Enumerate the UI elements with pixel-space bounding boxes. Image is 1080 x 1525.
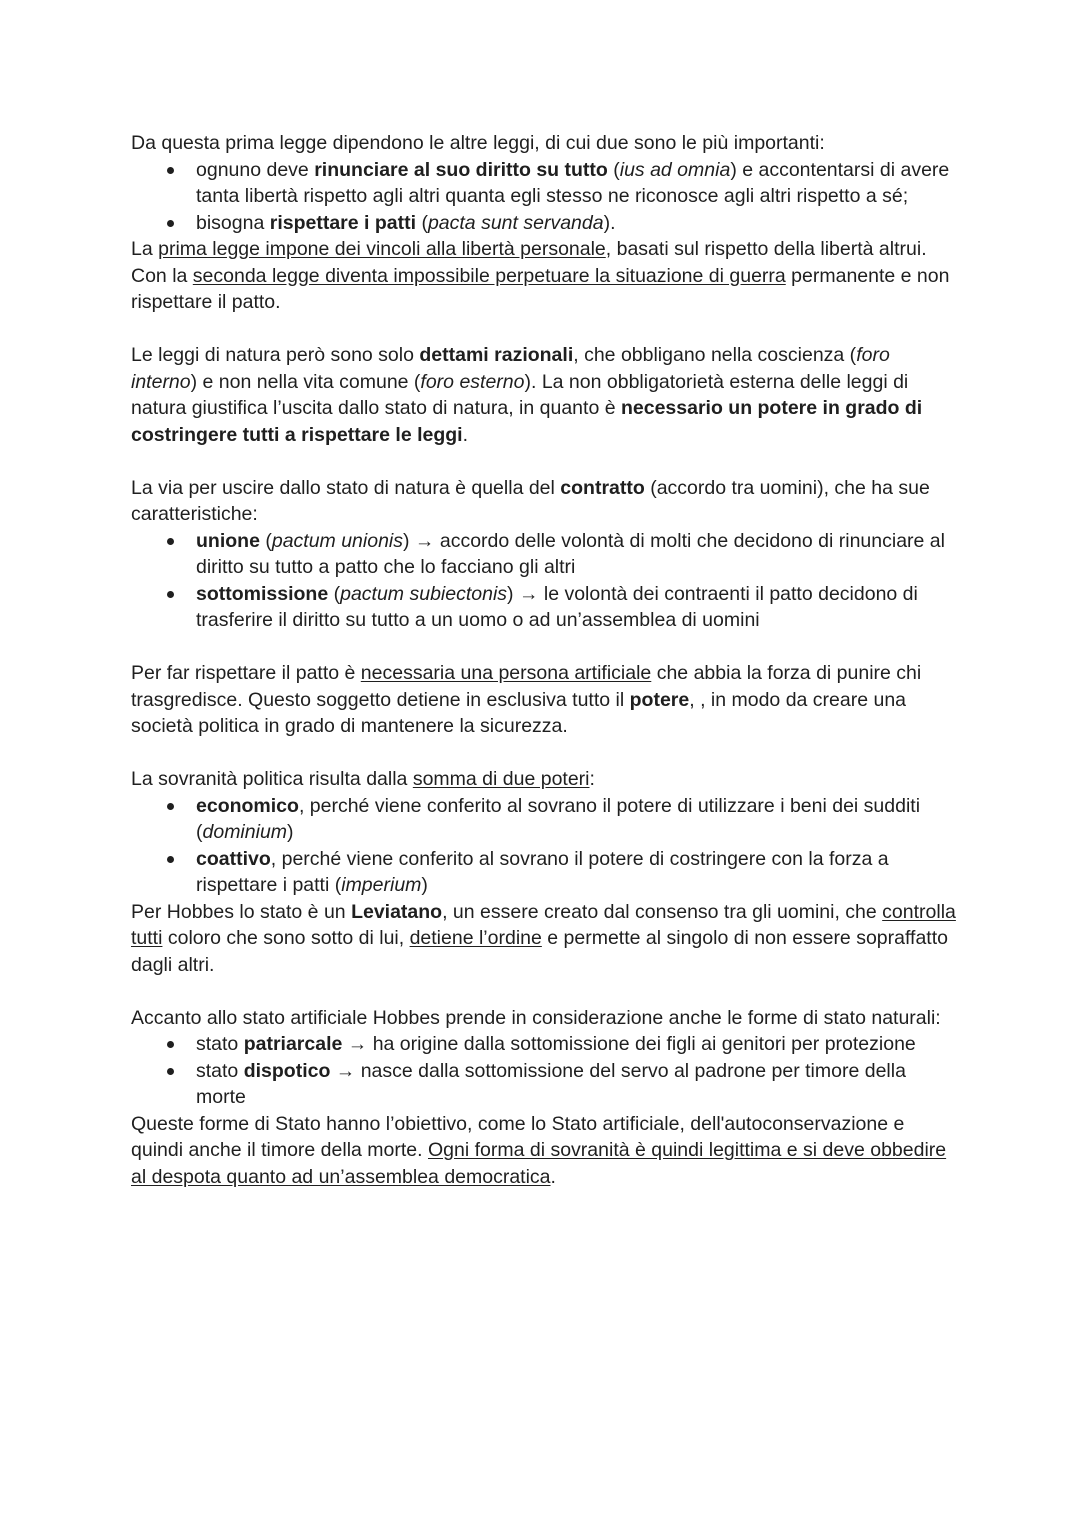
text-run: ) → accordo delle volontà di molti che decidono di rinunciare al diritto su tutto a patto che lo facciano gli altri — [196, 529, 945, 578]
paragraph-artificial-person — [131, 660, 961, 740]
list-item — [131, 1058, 961, 1111]
text-run: dettami razionali — [419, 344, 574, 366]
text-run: ) → le volontà dei contraenti il patto decidono di trasferire il diritto su tutto a un uomo o ad un’assemblea di uomini — [196, 582, 918, 631]
text-run: ) — [287, 821, 294, 843]
text-run: La via per uscire dallo stato di natura è quella del — [131, 476, 561, 499]
bullet-list-contract — [131, 528, 961, 634]
text-run: → nasce dalla sottomissione del servo al padrone per timore della morte — [196, 1059, 906, 1108]
paragraph-intro-laws — [131, 130, 961, 157]
text-run: , , in modo da creare una società politica in grado di mantenere la sicurezza. — [131, 688, 907, 737]
text-run: → ha origine dalla sottomissione dei figli ai genitori per protezione — [342, 1033, 916, 1055]
text-run: foro interno — [131, 344, 890, 393]
text-run: ognuno deve — [196, 158, 315, 181]
text-run: . — [550, 1165, 556, 1188]
text-run: Queste forme di Stato hanno l’obiettivo, come lo Stato artificiale, dell'autoconservazione e quindi anche il timore della morte. — [131, 1112, 905, 1161]
text-run: Ogni forma di sovranità è quindi legittima e si deve obbedire al despota quanto ad un’assemblea democratica — [131, 1139, 947, 1188]
text-run: contratto — [560, 476, 645, 499]
text-run: prima legge impone dei vincoli alla libertà personale — [158, 238, 606, 260]
text-run: , un essere creato dal consenso tra gli uomini, che — [442, 900, 883, 923]
text-run: , perché viene conferito al sovrano il potere di costringere con la forza a rispettare i patti ( — [196, 847, 889, 896]
text-run: Leviatano — [351, 900, 443, 923]
text-run: ( — [259, 529, 272, 552]
text-run: controlla tutti — [131, 900, 956, 949]
text-run: ). — [603, 211, 616, 234]
text-run: pacta sunt servanda — [427, 211, 604, 234]
text-run: ius ad omnia — [619, 158, 731, 181]
text-run: e permette al singolo di non essere sopraffatto dagli altri. — [131, 927, 948, 976]
text-run: necessaria una persona artificiale — [360, 662, 652, 684]
text-run: ). La non obbligatorietà esterna delle leggi di natura giustifica l’uscita dallo stato di natura, in quanto è — [131, 370, 909, 419]
text-run: imperium — [341, 874, 422, 896]
list-item — [131, 528, 961, 581]
text-run: La sovranità politica risulta dalla — [131, 768, 413, 790]
paragraph-natural-laws — [131, 342, 961, 448]
paragraph-second-law — [131, 263, 961, 316]
text-run: Le leggi di natura però sono solo — [131, 344, 420, 366]
paragraph-leviathan — [131, 899, 961, 979]
document-body — [131, 130, 961, 1190]
paragraph-conclusion — [131, 1111, 961, 1191]
text-run: , perché viene conferito al sovrano il potere di utilizzare i beni dei sudditi ( — [196, 794, 921, 843]
text-run: pactum unionis — [271, 529, 404, 552]
text-run: , che obbligano nella coscienza ( — [573, 344, 857, 366]
text-run: rispettare i patti — [269, 211, 417, 234]
text-run: stato — [196, 1059, 244, 1082]
bullet-list-natural-states — [131, 1031, 961, 1111]
text-run: ) — [421, 874, 428, 896]
list-item — [131, 210, 961, 237]
text-run: ) e accontentarsi di avere tanta libertà rispetto agli altri quanta egli stesso ne riconosce agli altri rispetto a sé; — [196, 158, 950, 207]
text-run: pactum subiectonis — [340, 582, 508, 605]
text-run: seconda legge diventa impossibile perpetuare la situazione di guerra — [192, 264, 786, 287]
text-run: La — [131, 238, 159, 260]
text-run: sottomissione — [196, 582, 329, 605]
text-run: (accordo tra uomini), che ha sue caratteristiche: — [131, 476, 930, 525]
bullet-list-powers — [131, 793, 961, 899]
text-run: rinunciare al suo diritto su tutto — [314, 158, 608, 181]
list-item — [131, 793, 961, 846]
text-run: economico — [196, 794, 299, 817]
paragraph-first-law — [131, 236, 961, 263]
text-run: permanente e non rispettare il patto. — [131, 264, 950, 313]
text-run: necessario un potere in grado di costringere tutti a rispettare le leggi — [131, 397, 923, 446]
text-run: potere — [629, 688, 690, 711]
text-run: coloro che sono sotto di lui, — [162, 927, 410, 949]
paragraph-contract — [131, 475, 961, 528]
text-run: coattivo — [196, 847, 271, 870]
bullet-list-laws — [131, 157, 961, 237]
text-run: Con la — [131, 264, 193, 287]
text-run: detiene l’ordine — [409, 927, 542, 949]
text-run: dominium — [202, 821, 288, 843]
text-run: Da questa prima legge dipendono le altre leggi, di cui due sono le più importanti: — [131, 132, 825, 154]
text-run: Per Hobbes lo stato è un — [131, 900, 352, 923]
text-run: Accanto allo stato artificiale Hobbes prende in considerazione anche le forme di stato naturali: — [131, 1006, 941, 1029]
text-run: unione — [196, 529, 260, 552]
text-run: . — [462, 423, 469, 446]
text-run: , basati sul rispetto della libertà altrui. — [605, 238, 927, 260]
text-run: ) e non nella vita comune ( — [190, 370, 421, 393]
list-item — [131, 157, 961, 210]
text-run: : — [589, 768, 595, 790]
list-item — [131, 846, 961, 899]
paragraph-sovereignty — [131, 766, 961, 793]
list-item — [131, 1031, 961, 1058]
text-run: che abbia la forza di punire chi trasgredisce. Questo soggetto detiene in esclusiva tutto il — [131, 662, 922, 711]
text-run: bisogna — [196, 211, 270, 234]
text-run: dispotico — [243, 1059, 331, 1082]
text-run: ( — [328, 582, 341, 605]
text-run: foro esterno — [420, 370, 525, 393]
text-run: patriarcale — [243, 1033, 343, 1055]
text-run: somma di due poteri — [412, 768, 590, 790]
paragraph-natural-states — [131, 1005, 961, 1032]
text-run: ( — [416, 211, 428, 234]
text-run: ( — [607, 158, 620, 181]
list-item — [131, 581, 961, 634]
text-run: Per far rispettare il patto è — [131, 662, 361, 684]
text-run: stato — [196, 1033, 244, 1055]
